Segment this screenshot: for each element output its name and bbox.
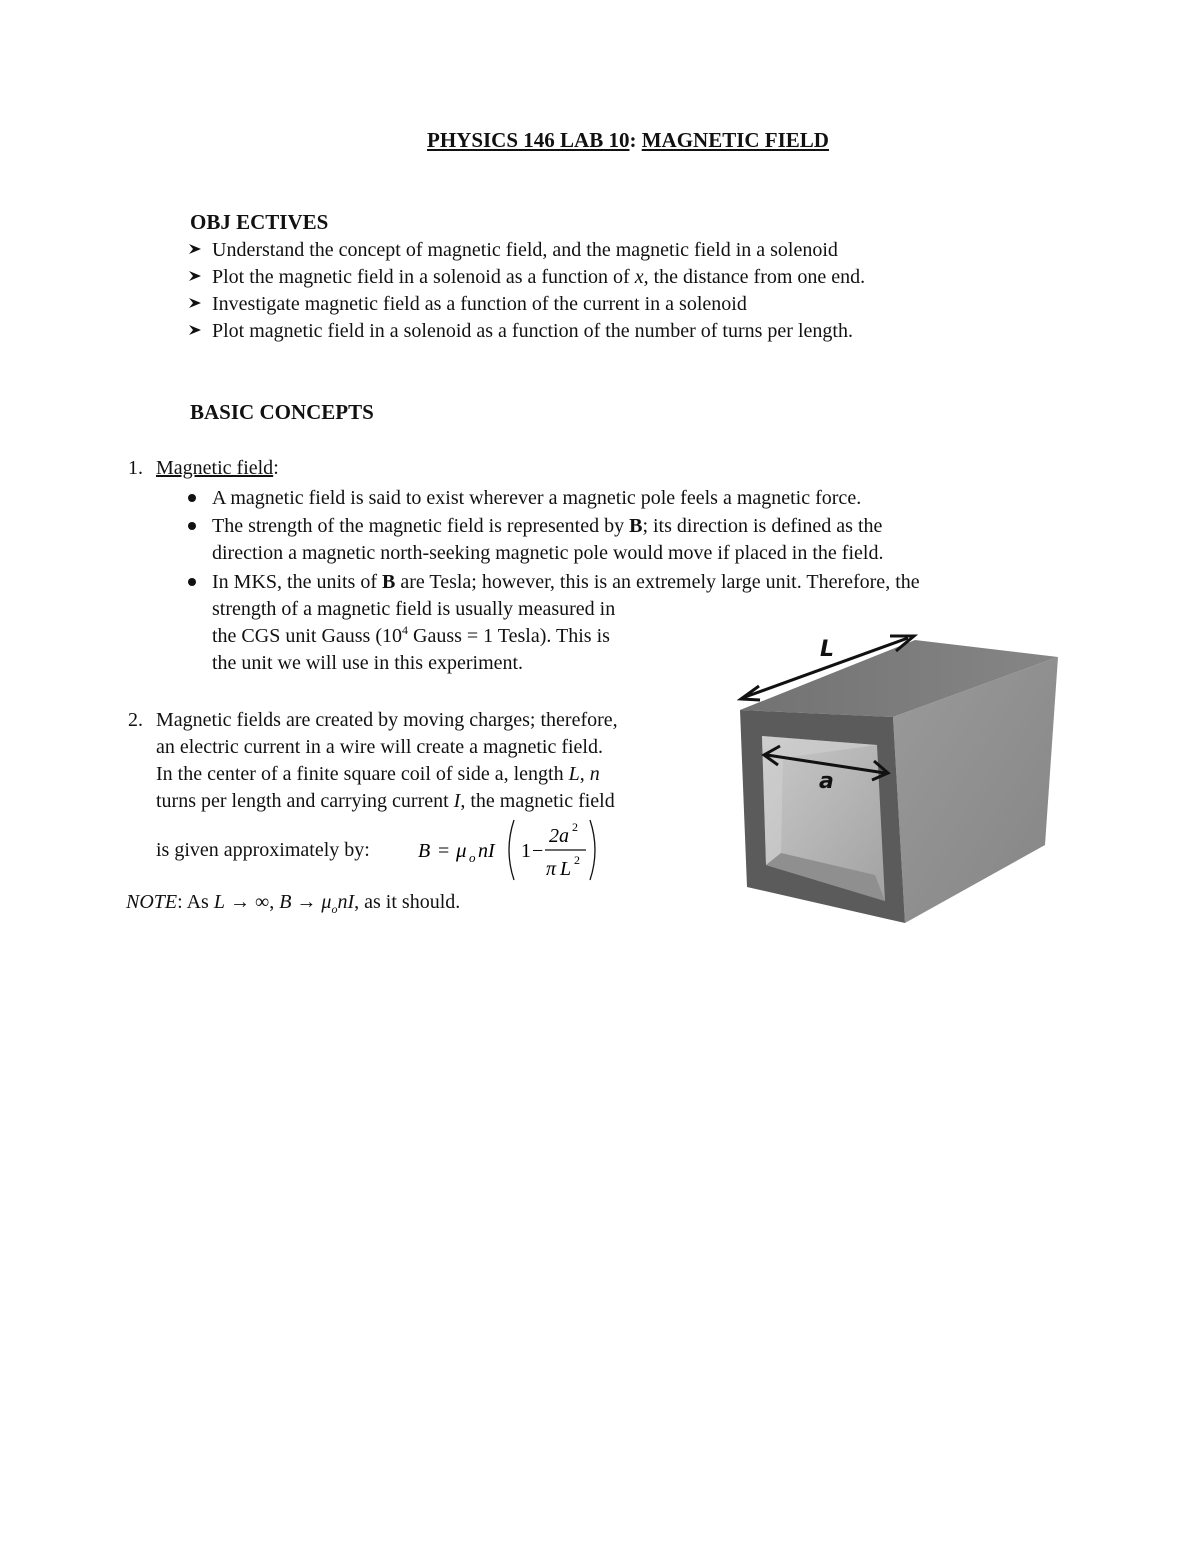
formula-numerator-exp: 2 — [572, 820, 578, 834]
title-topic: MAGNETIC FIELD — [641, 128, 829, 152]
page-title — [0, 128, 1200, 153]
objectives-heading: OBJ ECTIVES — [190, 210, 329, 234]
formula-mu: μ — [456, 838, 467, 862]
note-label: NOTE — [126, 891, 178, 913]
concept-2-line: an electric current in a wire will create a magnetic field. — [156, 736, 603, 758]
square-coil-figure — [725, 625, 1070, 930]
formula-mu-sub: o — [469, 850, 476, 865]
note-line: NOTE: As L → ∞, $B \to \mu_onI$, as it should. — [126, 891, 461, 916]
formula-den-L: L — [560, 858, 572, 880]
arrow-bullet-icon — [188, 242, 202, 256]
concept-2-line: 2. Magnetic fields are created by moving charges; therefore, — [128, 709, 618, 731]
right-paren-icon — [590, 820, 595, 880]
objective-item: Understand the concept of magnetic field, and the magnetic field in a solenoid — [212, 238, 838, 262]
title-separator: : — [629, 128, 637, 152]
arrow-bullet-icon — [188, 323, 202, 337]
concept-bullet-continuation: the unit we will use in this experiment. — [212, 652, 524, 674]
objective-item: Investigate magnetic field as a function of the current in a solenoid — [212, 292, 747, 316]
concepts-heading: BASIC CONCEPTS — [190, 400, 374, 424]
bullet-dot-icon — [188, 522, 196, 530]
objective-item: Plot magnetic field in a solenoid as a function of the number of turns per length. — [212, 319, 853, 343]
formula-den-exp: 2 — [574, 853, 580, 867]
arrow-bullet-icon — [188, 296, 202, 310]
solenoid-formula — [412, 814, 612, 886]
concept-1-title: 1. Magnetic field: — [128, 457, 279, 479]
bullet-dot-icon — [188, 578, 196, 586]
concept-2-line: In the center of a finite square coil of side a, length L, n — [156, 763, 600, 785]
formula-numerator: 2a — [549, 825, 569, 847]
concept-bullet-continuation: direction a magnetic north-seeking magnetic pole would move if placed in the field. — [212, 542, 884, 564]
formula-minus: − — [532, 840, 544, 862]
label-a: a — [819, 769, 834, 794]
formula-one: 1 — [521, 840, 531, 862]
concept-2-line: turns per length and carrying current I, the magnetic field — [156, 790, 615, 812]
formula-lhs: B — [418, 840, 431, 862]
formula-den-pi: π — [546, 858, 557, 880]
formula-equals: = — [438, 840, 450, 862]
concept-bullet-continuation: strength of a magnetic field is usually measured in — [212, 598, 616, 620]
concept-bullet-continuation: the CGS unit Gauss ($10^4$ Gauss = 1 Tesla). This is — [212, 623, 610, 647]
concept-bullet: In MKS, the units of B are Tesla; however, this is an extremely large unit. Therefore, the — [212, 570, 920, 594]
formula-nI: nI — [478, 840, 495, 862]
concept-bullet: A magnetic field is said to exist wherever a magnetic pole feels a magnetic force. — [212, 486, 861, 510]
label-L: L — [820, 637, 835, 662]
arrow-bullet-icon — [188, 269, 202, 283]
concept-2-line: is given approximately by: — [156, 839, 370, 861]
objective-item: Plot the magnetic field in a solenoid as a function of x, the distance from one end. — [212, 265, 865, 289]
concept-bullet: The strength of the magnetic field is represented by B; its direction is defined as the — [212, 514, 882, 538]
bullet-dot-icon — [188, 494, 196, 502]
left-paren-icon — [509, 820, 514, 880]
title-course: PHYSICS 146 LAB 10 — [427, 128, 630, 152]
